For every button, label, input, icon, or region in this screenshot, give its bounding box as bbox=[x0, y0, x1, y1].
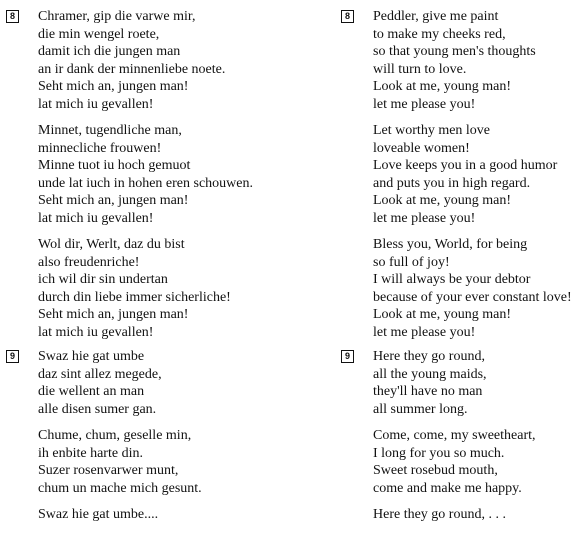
stanza bbox=[38, 236, 304, 341]
verse-line: Swaz hie gat umbe bbox=[38, 349, 145, 364]
verse-line: Bless you, World, for being bbox=[373, 237, 528, 252]
verse-line: so full of joy! bbox=[373, 254, 450, 270]
song-section bbox=[339, 8, 582, 341]
verse-line: Swaz hie gat umbe.... bbox=[38, 507, 159, 522]
verse-line: Look at me, young man! bbox=[373, 79, 512, 94]
translation-column bbox=[339, 8, 582, 524]
verse-line: Peddler, give me paint bbox=[373, 9, 499, 24]
verse-line: chum un mache mich gesunt. bbox=[38, 480, 202, 496]
verse-line: let me please you! bbox=[373, 324, 476, 340]
stanza-spacer bbox=[373, 418, 582, 427]
verse-line: Wol dir, Werlt, daz du bist bbox=[38, 237, 185, 252]
stanza bbox=[38, 427, 304, 497]
verse-line: also freudenriche! bbox=[38, 254, 140, 270]
section-spacer bbox=[339, 341, 582, 348]
verse-line: daz sint allez megede, bbox=[38, 366, 162, 382]
verse-line: come and make me happy. bbox=[373, 480, 522, 496]
verse-line: Chramer, gip die varwe mir, bbox=[38, 9, 196, 24]
verse-line: all summer long. bbox=[373, 401, 468, 417]
stanza bbox=[373, 236, 582, 341]
song-section bbox=[4, 8, 304, 341]
verse-line: damit ich die jungen man bbox=[38, 44, 181, 59]
verse-line: Sweet rosebud mouth, bbox=[373, 463, 498, 478]
section-number-badge: 9 bbox=[341, 350, 354, 363]
stanza-spacer bbox=[38, 113, 304, 122]
verse-line: ich wil dir sin undertan bbox=[38, 272, 168, 287]
verse-line: Seht mich an, jungen man! bbox=[38, 193, 189, 208]
song-section bbox=[4, 348, 304, 524]
section-number-badge: 9 bbox=[6, 350, 19, 363]
verse-line: alle disen sumer gan. bbox=[38, 401, 157, 417]
verse-line: Minne tuot iu hoch gemuot bbox=[38, 158, 191, 173]
stanza-spacer bbox=[38, 227, 304, 236]
verse-line: Chume, chum, geselle min, bbox=[38, 428, 192, 443]
verse-line: I will always be your debtor bbox=[373, 272, 531, 287]
stanza bbox=[373, 122, 582, 227]
stanza-spacer bbox=[373, 113, 582, 122]
stanza bbox=[373, 348, 582, 418]
verse-line: because of your ever constant love! bbox=[373, 289, 572, 305]
verse-line: Here they go round, . . . bbox=[373, 507, 506, 522]
verse-line: I long for you so much. bbox=[373, 445, 505, 461]
verse-line: they'll have no man bbox=[373, 384, 483, 399]
verse-line: durch din liebe immer sicherliche! bbox=[38, 289, 231, 305]
verse-line: Seht mich an, jungen man! bbox=[38, 79, 189, 94]
verse-line: lat mich iu gevallen! bbox=[38, 96, 154, 112]
stanza-spacer bbox=[38, 418, 304, 427]
stanza bbox=[373, 427, 582, 497]
verse-line: all the young maids, bbox=[373, 366, 487, 382]
section-spacer bbox=[4, 341, 304, 348]
verse-line: minnecliche frouwen! bbox=[38, 140, 162, 156]
verse-line: Suzer rosenvarwer munt, bbox=[38, 463, 179, 478]
stanza bbox=[38, 8, 304, 113]
stanza-spacer bbox=[38, 497, 304, 506]
section-number-badge: 8 bbox=[341, 10, 354, 23]
stanza-spacer bbox=[373, 497, 582, 506]
verse-line: Minnet, tugendliche man, bbox=[38, 123, 182, 138]
section-number-badge: 8 bbox=[6, 10, 19, 23]
stanza bbox=[38, 506, 304, 524]
verse-line: unde lat iuch in hohen eren schouwen. bbox=[38, 175, 253, 191]
stanza bbox=[38, 122, 304, 227]
verse-line: lat mich iu gevallen! bbox=[38, 210, 154, 226]
stanza bbox=[373, 8, 582, 113]
verse-line: and puts you in high regard. bbox=[373, 175, 531, 191]
stanza-spacer bbox=[373, 227, 582, 236]
verse-line: lat mich iu gevallen! bbox=[38, 324, 154, 340]
verse-line: Here they go round, bbox=[373, 349, 485, 364]
verse-line: loveable women! bbox=[373, 140, 470, 156]
verse-line: let me please you! bbox=[373, 210, 476, 226]
verse-line: an ir dank der minnenliebe noete. bbox=[38, 61, 226, 77]
original-text-column bbox=[4, 8, 304, 524]
verse-line: will turn to love. bbox=[373, 61, 467, 77]
verse-line: Let worthy men love bbox=[373, 123, 491, 138]
verse-line: Come, come, my sweetheart, bbox=[373, 428, 536, 443]
verse-line: Look at me, young man! bbox=[373, 193, 512, 208]
verse-line: Seht mich an, jungen man! bbox=[38, 307, 189, 322]
verse-line: so that young men's thoughts bbox=[373, 44, 536, 59]
verse-line: Love keeps you in a good humor bbox=[373, 158, 558, 173]
song-section bbox=[339, 348, 582, 524]
verse-line: let me please you! bbox=[373, 96, 476, 112]
stanza bbox=[373, 506, 582, 524]
verse-line: to make my cheeks red, bbox=[373, 26, 506, 42]
verse-line: die wellent an man bbox=[38, 384, 145, 399]
verse-line: die min wengel roete, bbox=[38, 26, 160, 42]
verse-line: ih enbite harte din. bbox=[38, 445, 143, 461]
stanza bbox=[38, 348, 304, 418]
verse-line: Look at me, young man! bbox=[373, 307, 512, 322]
